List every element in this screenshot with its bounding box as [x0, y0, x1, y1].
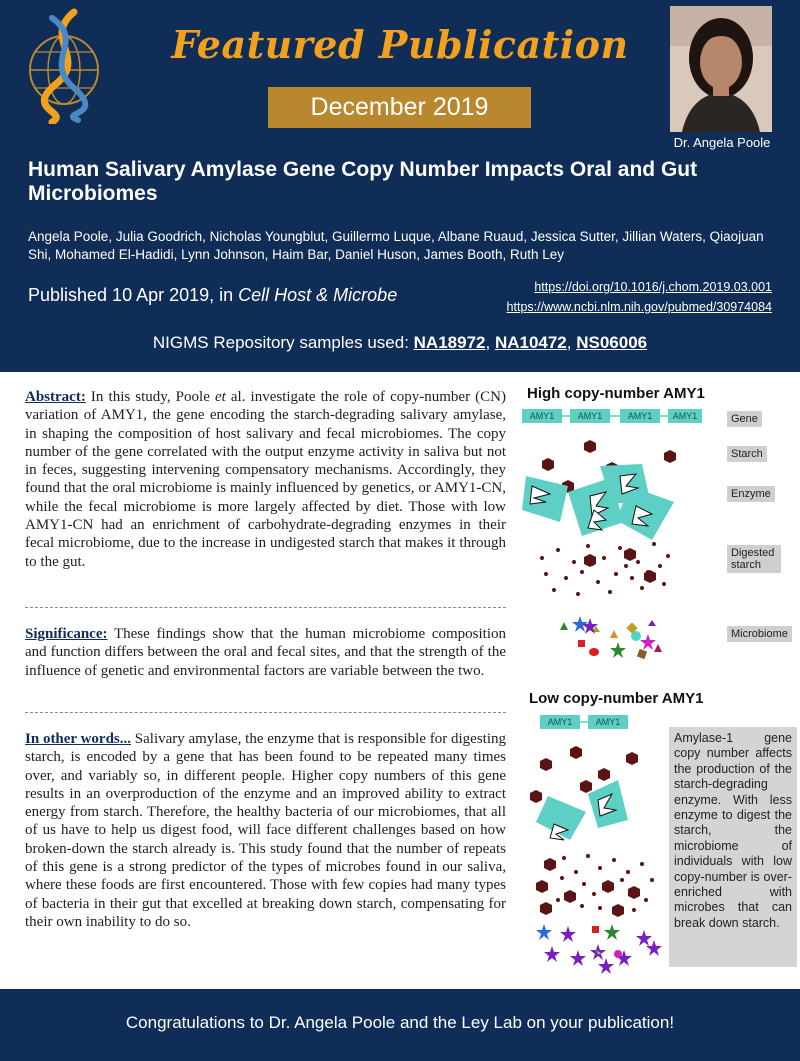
header-banner: [0, 0, 800, 372]
abstract-text-1: In this study, Poole: [85, 389, 215, 405]
author-portrait: [670, 6, 772, 132]
figure-caption-note: Amylase-1 gene copy number affects the production of the starch-degrading enzyme. With less enzyme to digest the starch, the microbiome of individuals with low copy-number is over-enriched with microbes that can break down starch.: [669, 727, 797, 967]
low-copy-heading: Low copy-number AMY1: [529, 690, 704, 707]
author-list: Angela Poole, Julia Goodrich, Nicholas Youngblut, Guillermo Luque, Albane Ruaud, Jessica Sutter, Jillian Waters, Qiaojuan Shi, Mohamed El-Hadidi, Lynn Johnson, Haim Bar, Daniel Huson, James Booth, Ruth Ley: [28, 229, 764, 262]
significance-text: These findings show that the human microbiome composition and function differs between the oral and fecal sites, and that the strength of the influence of genetic and environmental factors are variable between the two.: [25, 626, 506, 679]
high-copy-illustration: [520, 436, 720, 666]
gene-amy1: AMY1: [668, 409, 702, 423]
low-gene-row: [540, 715, 632, 729]
sample-link-na10472[interactable]: NA10472: [494, 333, 567, 352]
doi-link[interactable]: https://doi.org/10.1016/j.chom.2019.03.001: [534, 280, 772, 294]
abstract-heading: Abstract:: [25, 389, 86, 405]
high-copy-heading: High copy-number AMY1: [527, 385, 705, 402]
abstract-text-2: al. investigate the role of copy-number (CN) variation of AMY1, the gene encoding the starch-degrading salivary amylase, in shaping the composition of host salivary and fecal microbiomes. The copy number of the gene correlated with the output enzyme activity in saliva but not in feces, suggesting intervening compensatory mechanisms. Accordingly, they found that the oral microbiome is mainly influenced by genetics, or AMY1-CN, while the fecal microbiome is more largely affected by diet. Those with low AMY1-CN had an enrichment of carbohydrate-degrading enzymes in their fecal microbiome, due to the increase in undigested starch that makes it through to the gut.: [25, 389, 506, 570]
abstract-et: et: [214, 389, 226, 405]
date-badge: December 2019: [268, 87, 531, 128]
high-gene-row: [522, 409, 702, 423]
in-other-words-heading: In other words...: [25, 731, 132, 747]
published-prefix: Published 10 Apr 2019, in: [28, 285, 239, 305]
gene-amy1: AMY1: [570, 409, 610, 423]
repository-prefix: NIGMS Repository samples used:: [152, 333, 414, 352]
journal-name: Cell Host & Microbe: [238, 285, 398, 305]
sample-link-ns06006[interactable]: NS06006: [576, 333, 648, 352]
section-divider: [25, 712, 506, 713]
page-title: Featured Publication: [171, 22, 629, 67]
low-copy-illustration: [522, 740, 667, 975]
gene-amy1: AMY1: [540, 715, 580, 729]
pubmed-link[interactable]: https://www.ncbi.nlm.nih.gov/pubmed/30974084: [506, 300, 772, 314]
significance-heading: Significance:: [25, 626, 108, 642]
legend-microbiome: Microbiome: [727, 626, 792, 642]
significance-section: [25, 625, 506, 680]
legend-gene: Gene: [727, 411, 762, 427]
footer-congrats: Congratulations to Dr. Angela Poole and the Ley Lab on your publication!: [0, 989, 800, 1061]
abstract-section: [25, 388, 506, 571]
repository-samples: NIGMS Repository samples used: NA18972, NA10472, NS06006: [152, 333, 648, 352]
legend-starch: Starch: [727, 446, 767, 462]
legend-digested-starch: Digested starch: [727, 545, 781, 573]
publication-title: Human Salivary Amylase Gene Copy Number Impacts Oral and Gut Microbiomes: [28, 158, 698, 205]
published-line: [28, 285, 397, 306]
gene-amy1: AMY1: [620, 409, 660, 423]
dna-globe-logo: [22, 8, 106, 124]
legend-enzyme: Enzyme: [727, 486, 775, 502]
in-other-words-section: [25, 730, 506, 931]
gene-amy1: AMY1: [588, 715, 628, 729]
in-other-words-text: Salivary amylase, the enzyme that is responsible for digesting starch, is encoded by a gene that has been found to be repeated many times over, and variably so, in different people. Higher copy numbers of this gene results in an overproduction of the enzyme and an improved ability to extract energy from starch. Therefore, the healthy bacteria of our microbiomes, that all of us have to help us digest food, will face different challenges based on how broken-down the starch already is. This study found that the number of repeats of this gene is a strong predictor of the types of microbes found in our saliva, where these foods are first encountered. Those with few copies had many types of bacteria in their gut that excelled at breaking down starch, compensating for their own inability to do so.: [25, 731, 507, 930]
publication-links: [507, 277, 772, 317]
gene-amy1: AMY1: [522, 409, 562, 423]
sample-link-na18972[interactable]: NA18972: [413, 333, 486, 352]
section-divider: [25, 607, 506, 608]
portrait-caption: Dr. Angela Poole: [673, 135, 771, 150]
